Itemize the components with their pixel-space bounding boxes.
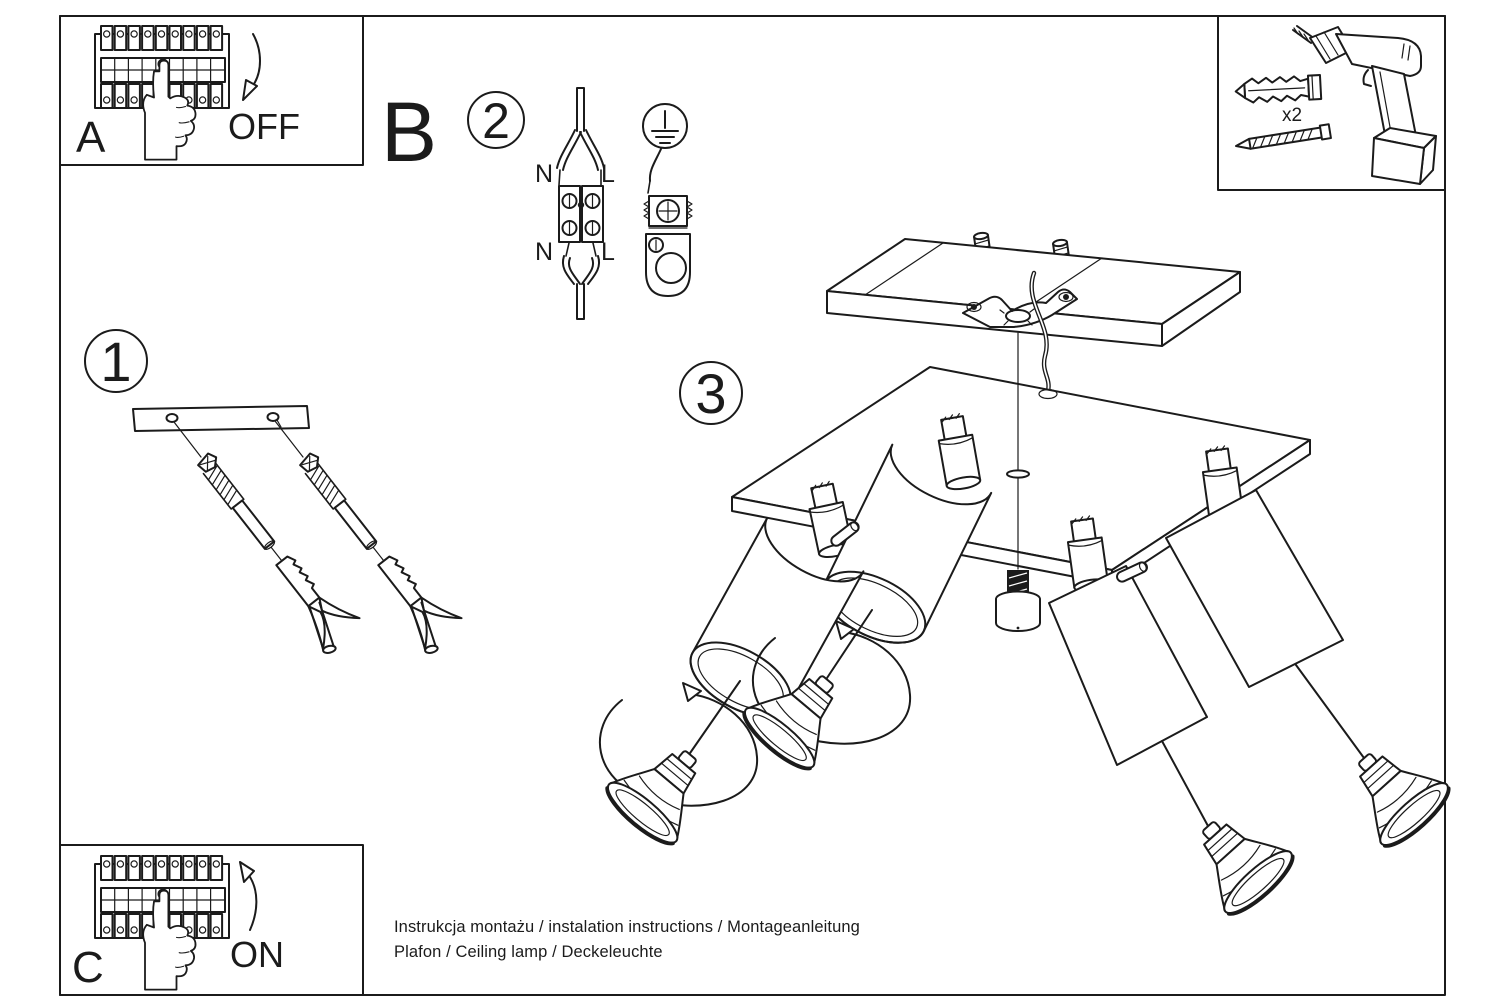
panel-c — [72, 856, 284, 992]
terminal-connector-icon — [557, 88, 604, 319]
step-3-badge — [680, 362, 742, 425]
section-b — [381, 85, 692, 319]
footer — [394, 918, 860, 961]
on-label: ON — [230, 934, 284, 975]
mounting-bar-icon — [133, 406, 309, 431]
earth-clamp-icon — [644, 149, 692, 296]
terminal-label-l-bottom: L — [601, 238, 615, 266]
panel-c-label: C — [72, 943, 104, 992]
terminal-label-l-top: L — [601, 160, 615, 188]
wall-plug-icon — [1235, 75, 1321, 103]
arrow-on-icon — [240, 862, 256, 930]
terminal-label-n-top: N — [534, 160, 554, 188]
screw-anchor-icon — [285, 442, 469, 658]
gu10-bulb-icon — [600, 727, 725, 852]
hardware-kit — [1235, 26, 1436, 184]
screw-icon — [1235, 124, 1331, 153]
earth-symbol-icon — [643, 104, 687, 148]
step-2-number: 2 — [482, 93, 510, 149]
step-2-badge — [468, 92, 524, 149]
footer-line-1: Instrukcja montażu / instalation instructions / Montageanleitung — [394, 918, 860, 936]
drill-icon — [1293, 26, 1436, 184]
gu10-bulb-icon — [1331, 729, 1456, 854]
gu10-bulb-icon — [1175, 797, 1300, 922]
arrow-off-icon — [243, 34, 260, 100]
step-1 — [85, 330, 469, 658]
screw-anchor-icon — [183, 442, 367, 658]
step-1-number: 1 — [100, 330, 132, 393]
footer-line-2: Plafon / Ceiling lamp / Deckeleuchte — [394, 943, 663, 961]
step-3 — [600, 232, 1457, 922]
off-label: OFF — [228, 106, 300, 147]
panel-a — [76, 26, 300, 162]
terminal-label-n-bottom: N — [534, 238, 554, 266]
anchor-quantity-label: x2 — [1281, 105, 1303, 126]
step-1-badge — [85, 330, 147, 393]
panel-a-label: A — [76, 113, 106, 162]
step-3-number: 3 — [695, 362, 727, 425]
section-b-label: B — [381, 85, 438, 179]
shade-panel-icon — [1049, 566, 1207, 765]
